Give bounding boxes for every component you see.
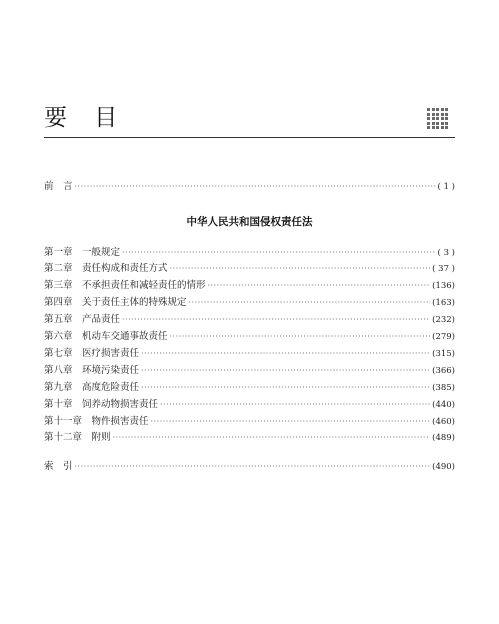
toc-leader-dots (122, 246, 436, 260)
toc-entry-chapter-10[interactable] (44, 398, 455, 412)
toc-leader-dots (151, 415, 431, 429)
toc-entry-label: 第十二章 附则 (44, 432, 111, 443)
toc-leader-dots (170, 330, 431, 344)
title-rule (44, 137, 455, 138)
toc-entry-chapter-3[interactable] (44, 279, 455, 293)
toc-entry-chapter-4[interactable] (44, 296, 455, 310)
toc-entry-label: 第二章 责任构成和责任方式 (44, 263, 168, 274)
toc-leader-dots (75, 180, 436, 194)
toc-leader-dots (189, 296, 431, 310)
toc-entry-page: (385) (432, 383, 455, 393)
toc-leader-dots (113, 431, 431, 445)
law-title: 中华人民共和国侵权责任法 (186, 216, 313, 228)
toc-leader-dots (141, 381, 430, 395)
toc-entry-label: 第六章 机动车交通事故责任 (44, 331, 168, 342)
toc-entry-page: (460) (432, 417, 455, 427)
toc-entry-page: ( 3 ) (437, 248, 455, 258)
toc-entry-chapter-11[interactable] (44, 415, 455, 429)
toc-entry-label: 第十章 饲养动物损害责任 (44, 399, 159, 410)
toc-entry-chapter-1[interactable] (44, 246, 455, 260)
toc-leader-dots (170, 262, 431, 276)
toc-leader-dots (208, 279, 431, 293)
toc-entry-label: 第四章 关于责任主体的特殊规定 (44, 297, 187, 308)
toc-leader-dots (75, 460, 431, 474)
toc-entry-chapter-8[interactable] (44, 364, 455, 378)
toc-entry-chapter-6[interactable] (44, 330, 455, 344)
toc-entry-chapter-2[interactable] (44, 262, 455, 276)
toc-entry-page: (366) (432, 366, 455, 376)
toc-entry-label: 第七章 医疗损害责任 (44, 348, 140, 359)
toc-leader-dots (141, 364, 430, 378)
dot-grid-ornament (427, 108, 448, 129)
toc-entry-chapter-5[interactable] (44, 313, 455, 327)
toc-leader-dots (160, 398, 430, 412)
toc-entry-page: (163) (432, 298, 455, 308)
toc-leader-dots (141, 347, 430, 361)
toc-entry-label: 第八章 环境污染责任 (44, 365, 140, 376)
toc-entry-label: 前 言 (44, 181, 73, 192)
toc-entry-index[interactable] (44, 460, 455, 474)
toc-entry-page: (489) (432, 433, 455, 443)
toc-entry-page: (136) (432, 281, 455, 291)
toc-entry-page: ( 37 ) (432, 264, 455, 274)
toc-entry-page: (440) (432, 400, 455, 410)
toc-entry-page: (315) (432, 349, 455, 359)
toc-entry-preface[interactable] (44, 180, 455, 194)
toc-entry-page: (232) (432, 315, 455, 325)
page-title: 要 目 (44, 105, 128, 131)
toc-entry-page: ( 1 ) (437, 182, 455, 192)
toc-entry-label: 第十一章 物件损害责任 (44, 416, 149, 427)
toc-entry-page: (490) (432, 462, 455, 472)
toc-entry-label: 索 引 (44, 461, 73, 472)
toc-entry-label: 第九章 高度危险责任 (44, 382, 140, 393)
toc-entry-page: (279) (432, 332, 455, 342)
toc-leader-dots (122, 313, 430, 327)
toc-entry-chapter-9[interactable] (44, 381, 455, 395)
toc-entry-chapter-12[interactable] (44, 431, 455, 445)
toc-entry-label: 第五章 产品责任 (44, 314, 121, 325)
toc-entry-label: 第一章 一般规定 (44, 247, 121, 258)
toc-entry-label: 第三章 不承担责任和减轻责任的情形 (44, 280, 206, 291)
toc-entry-chapter-7[interactable] (44, 347, 455, 361)
